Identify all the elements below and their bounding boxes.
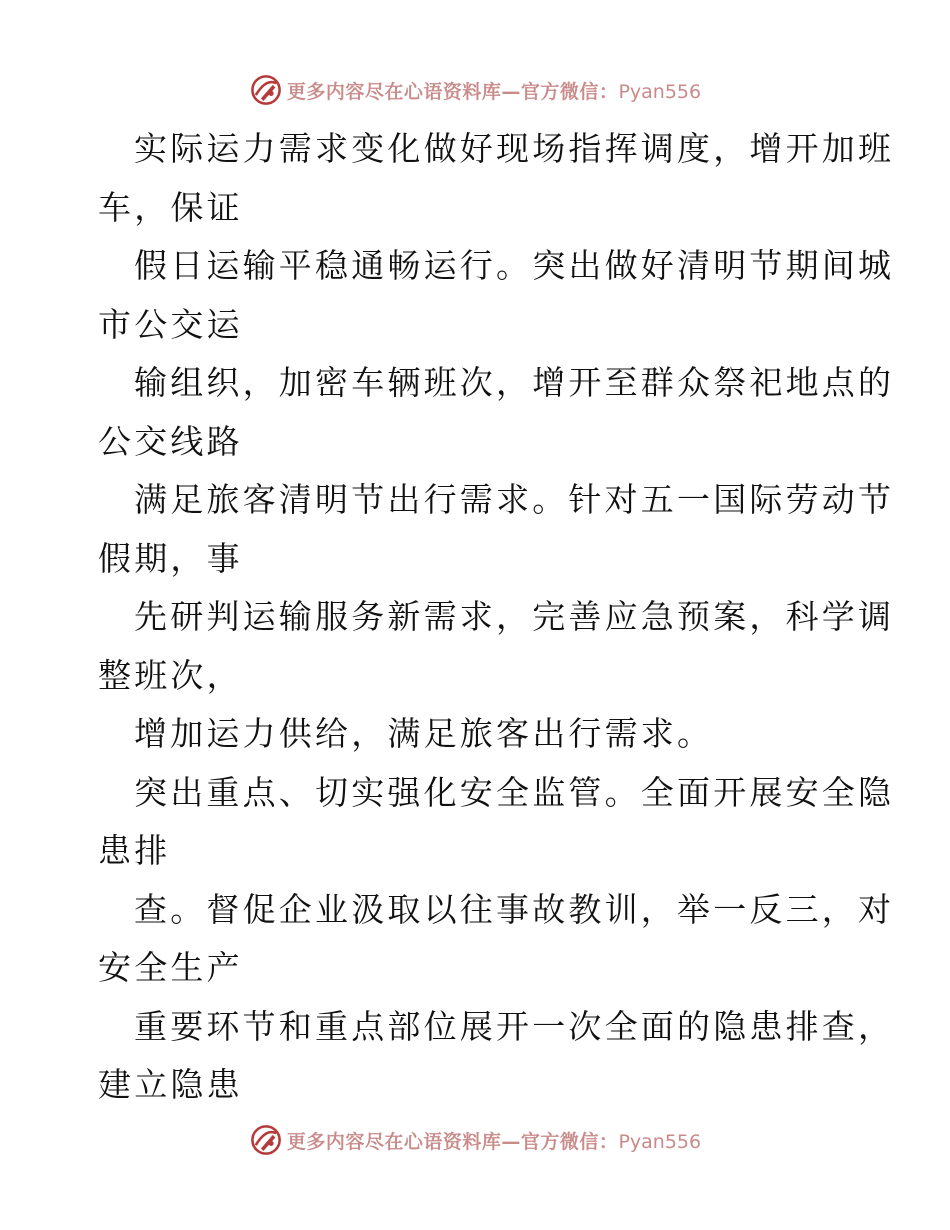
footer-site: 更多内容尽在心语资料库	[286, 1130, 502, 1153]
footer-text	[287, 1127, 701, 1154]
header-wechat-id: Pyan556	[618, 80, 702, 103]
header-separator: —	[501, 80, 521, 103]
footer-separator: —	[501, 1130, 521, 1153]
header-label: 官方微信：	[520, 80, 619, 103]
text-line: 查。督促企业汲取以往事故教训，举一反三，对	[134, 889, 895, 929]
text-line: 实际运力需求变化做好现场指挥调度，增开加班	[134, 129, 895, 168]
text-line: 先研判运输服务新需求，完善应急预案，科学调	[134, 597, 895, 636]
text-line: 建立隐患	[98, 1065, 243, 1104]
text-line: 重要环节和重点部位展开一次全面的隐患排查，	[134, 1006, 895, 1046]
header-site: 更多内容尽在心语资料库	[286, 80, 502, 103]
header-banner	[0, 70, 950, 110]
text-line: 安全生产	[98, 948, 243, 987]
footer-label: 官方微信：	[520, 1130, 619, 1153]
document-body	[98, 120, 895, 1115]
text-line: 整班次，	[98, 655, 243, 695]
text-line: 患排	[98, 831, 171, 870]
text-line: 增加运力供给，满足旅客出行需求。	[134, 714, 714, 753]
text-line: 市公交运	[98, 304, 243, 344]
text-line: 满足旅客清明节出行需求。针对五一国际劳动节	[134, 480, 895, 519]
header-text	[287, 77, 701, 104]
text-line: 突出重点、切实强化安全监管。全面开展安全隐	[134, 772, 895, 812]
text-line: 假期，事	[98, 538, 243, 578]
footer-banner	[0, 1120, 950, 1160]
text-line: 输组织，加密车辆班次，增开至群众祭祀地点的	[134, 363, 895, 402]
footer-wechat-id: Pyan556	[618, 1130, 702, 1153]
text-line: 假日运输平稳通畅运行。突出做好清明节期间城	[134, 246, 895, 285]
logo-icon	[249, 73, 283, 107]
text-line: 车，保证	[98, 187, 243, 227]
logo-icon	[249, 1123, 283, 1157]
text-line: 公交线路	[98, 421, 243, 461]
